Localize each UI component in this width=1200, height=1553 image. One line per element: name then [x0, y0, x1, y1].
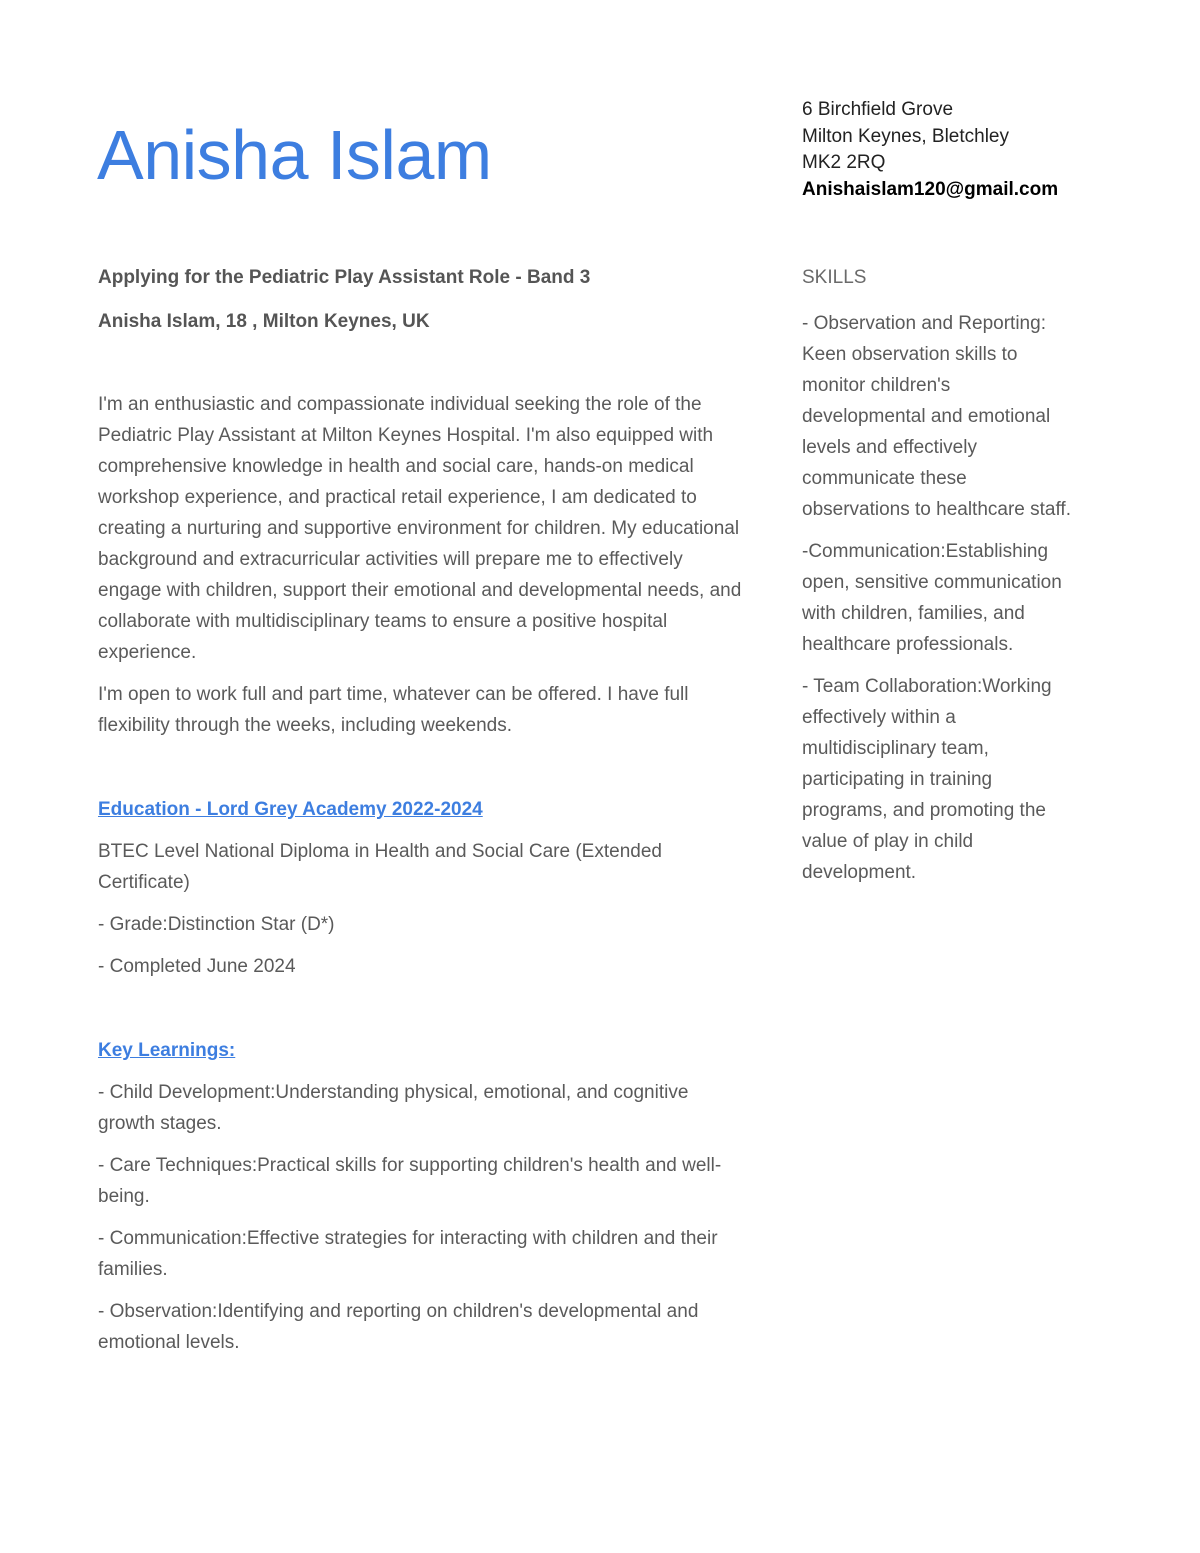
education-completed: - Completed June 2024: [98, 956, 296, 977]
learning-item: - Child Development:Understanding physical, emotional, and cognitive growth stages.: [98, 1082, 689, 1134]
skills-column: [802, 264, 1072, 888]
education-qualification: BTEC Level National Diploma in Health and Social Care (Extended Certificate): [98, 841, 662, 893]
personal-subline: Anisha Islam, 18 , Milton Keynes, UK: [98, 311, 430, 332]
email-address[interactable]: Anishaislam120@gmail.com: [802, 178, 1059, 200]
skill-item: -Communication:Establishing open, sensitive communication with children, families, and healthcare professionals.: [802, 541, 1062, 655]
learning-item: - Observation:Identifying and reporting on children's developmental and emotional levels.: [98, 1301, 699, 1353]
skills-title: SKILLS: [802, 267, 867, 288]
key-learnings-heading-link[interactable]: Key Learnings:: [98, 1040, 236, 1061]
application-headline: Applying for the Pediatric Play Assistant Role - Band 3: [98, 267, 591, 288]
skill-item: - Observation and Reporting: Keen observation skills to monitor children's developmental and emotional levels and effectively communicate these observations to healthcare staff.: [802, 313, 1071, 520]
main-column: [98, 264, 748, 1358]
skill-item: - Team Collaboration:Working effectively within a multidisciplinary team, participating in training programs, and promoting the value of play in child development.: [802, 676, 1052, 883]
education-grade: - Grade:Distinction Star (D*): [98, 914, 335, 935]
education-heading-link[interactable]: Education - Lord Grey Academy 2022-2024: [98, 799, 483, 820]
address-line-1: 6 Birchfield Grove: [802, 99, 954, 120]
learning-item: - Care Techniques:Practical skills for supporting children's health and well-being.: [98, 1155, 722, 1207]
contact-block: [802, 97, 1058, 203]
learning-item: - Communication:Effective strategies for interacting with children and their families.: [98, 1228, 718, 1280]
availability-paragraph: I'm open to work full and part time, whatever can be offered. I have full flexibility through the weeks, including weekends.: [98, 684, 689, 736]
intro-paragraph: I'm an enthusiastic and compassionate individual seeking the role of the Pediatric Play Assistant at Milton Keynes Hospital. I'm also equipped with comprehensive knowledge in health and social care, hands-on medical workshop experience, and practical retail experience, I am dedicated to creating a nurturing and supportive environment for children. My educational background and extracurricular activities will prepare me to effectively engage with children, support their emotional and developmental needs, and collaborate with multidisciplinary teams to ensure a positive hospital experience.: [98, 394, 742, 663]
candidate-name: Anisha Islam: [97, 116, 492, 194]
address-line-2: Milton Keynes, Bletchley: [802, 125, 1009, 147]
address-postcode: MK2 2RQ: [802, 152, 886, 173]
